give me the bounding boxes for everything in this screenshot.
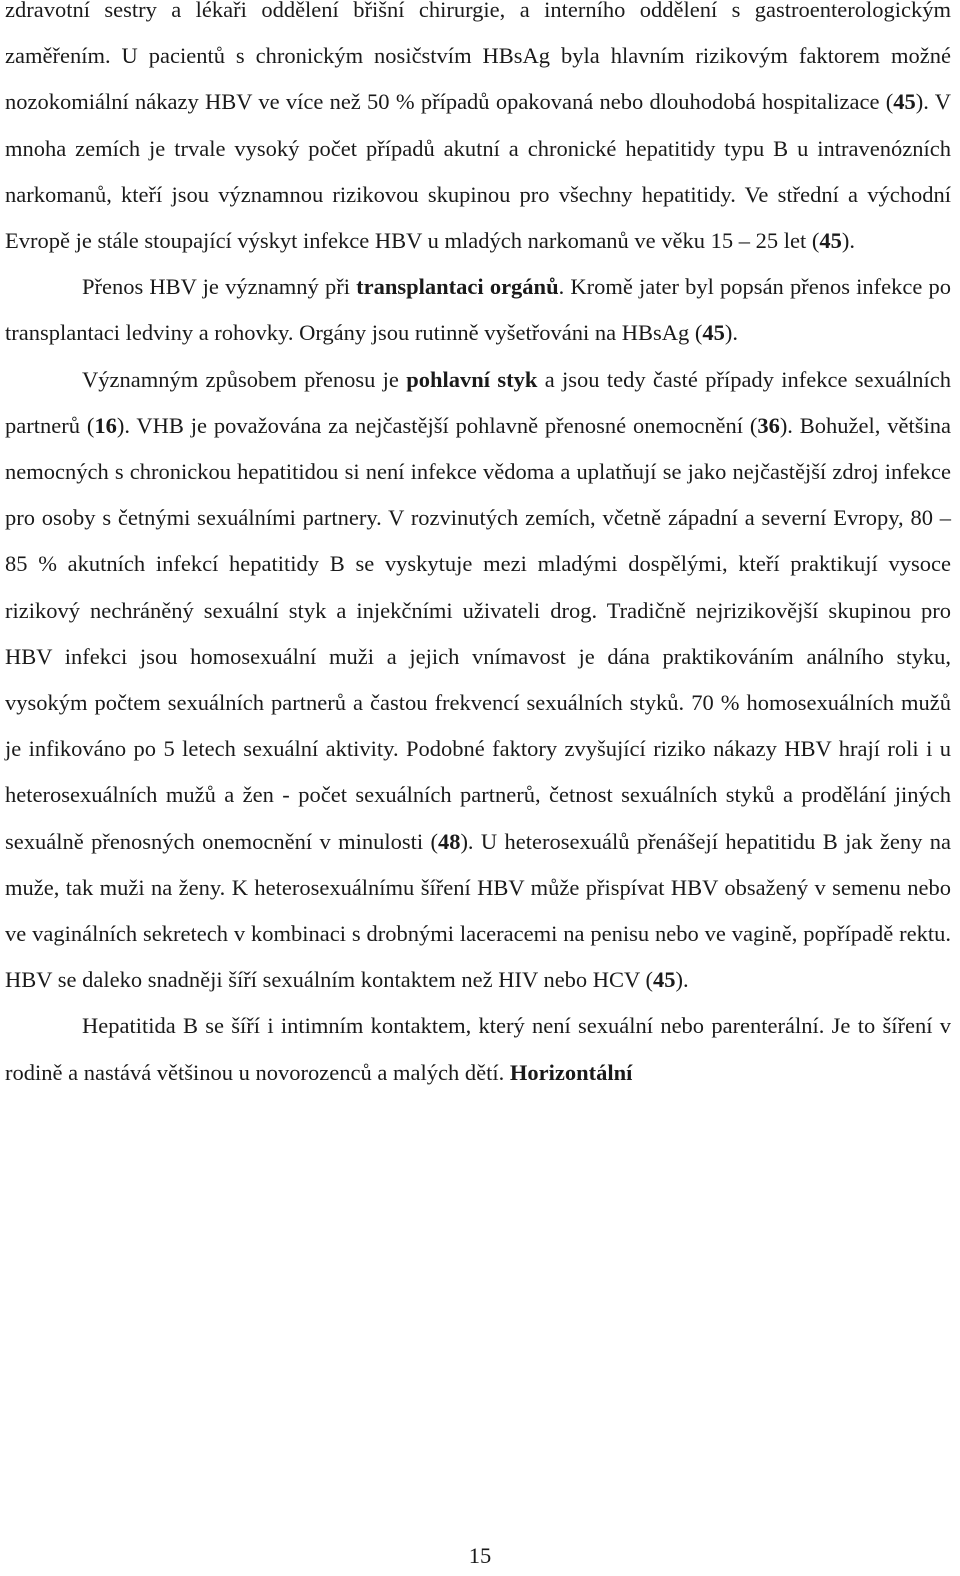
text-run: Hepatitida B se šíří i intimním kontaktem, který není sexuální nebo parenterální. Je to šíření v rodině a nastává většinou u novorozenců a malých dětí.	[5, 1013, 951, 1085]
bold-text: 16	[94, 412, 117, 438]
text-run: ). Bohužel, většina nemocných s chronickou hepatitidou si není infekce vědoma a uplatňují se jako nejčastější zdroj infekce pro osoby s četnými sexuálními partnery. V rozvinutých zemích, včetně západní a severní Evropy, 80 – 85 % akutních infekcí hepatitidy B se vyskytuje mezi mladými dospělými, kteří praktikují vysoce rizikový nechráněný sexuální styk a injekčními uživateli drog. Tradičně nejrizikovější skupinou pro HBV infekci jsou homosexuální muži a jejich vnímavost je dána praktikováním análního styku, vysokým počtem sexuálních partnerů a častou frekvencí sexuálních styků. 70 % homosexuálních mužů je infikováno po 5 letech sexuální aktivity. Podobné faktory zvyšující riziko nákazy HBV hrají roli i u heterosexuálních mužů a žen - počet sexuálních partnerů, četnost sexuálních styků a prodělání jiných sexuálně přenosných onemocnění v minulosti (	[5, 412, 951, 854]
text-run: Významným způsobem přenosu je	[82, 366, 407, 392]
bold-text: transplantaci orgánů	[356, 274, 559, 300]
text-run: zdravotní sestry a lékaři oddělení břišní chirurgie, a interního oddělení s gastroenterologickým zaměřením. U pacientů s chronickým nosičstvím HBsAg byla hlavním rizikovým faktorem možné nozokomiální nákazy HBV ve více než 50 % případů opakovaná nebo dlouhodobá hospitalizace (	[5, 0, 951, 115]
bold-text: 45	[653, 967, 676, 993]
text-run: ).	[724, 320, 738, 346]
paragraph-p3	[5, 357, 951, 1004]
paragraph-p2	[5, 264, 951, 356]
bold-text: pohlavní styk	[406, 366, 538, 392]
bold-text: Horizontální	[509, 1059, 633, 1085]
page-number: 15	[468, 1543, 492, 1568]
text-run: ). VHB je považována za nejčastější pohlavně přenosné onemocnění (	[116, 412, 758, 438]
text-run: ).	[675, 967, 689, 993]
bold-text: 45	[702, 320, 725, 346]
text-run: ). U heterosexuálů přenášejí hepatitidu B jak ženy na muže, tak muži na ženy. K heterosexuálnímu šíření HBV může přispívat HBV obsažený v semenu nebo ve vaginálních sekretech v kombinaci s drobnými laceracemi na penisu nebo ve vagině, popřípadě rektu. HBV se daleko snadněji šíří sexuálním kontaktem než HIV nebo HCV (	[5, 828, 951, 993]
bold-text: 36	[757, 412, 780, 438]
text-run: Přenos HBV je významný při	[82, 274, 357, 300]
body-text	[5, 0, 951, 1096]
paragraph-p1	[5, 0, 951, 264]
bold-text: 45	[893, 89, 916, 115]
text-run: ).	[841, 228, 856, 254]
bold-text: 48	[437, 828, 461, 854]
paragraph-p4	[5, 1003, 951, 1095]
bold-text: 45	[819, 228, 842, 254]
text-run: . Kromě jater byl popsán přenos infekce po transplantaci ledviny a rohovky. Orgány jsou rutinně vyšetřováni na HBsAg (	[5, 274, 951, 346]
text-run: a jsou tedy časté případy infekce sexuálních partnerů (	[5, 366, 951, 438]
text-run: ). V mnoha zemích je trvale vysoký počet případů akutní a chronické hepatitidy typu B u intravenózních narkomanů, kteří jsou významnou rizikovou skupinou pro všechny hepatitidy. Ve střední a východní Evropě je stále stoupající výskyt infekce HBV u mladých narkomanů ve věku 15 – 25 let (	[5, 89, 951, 254]
